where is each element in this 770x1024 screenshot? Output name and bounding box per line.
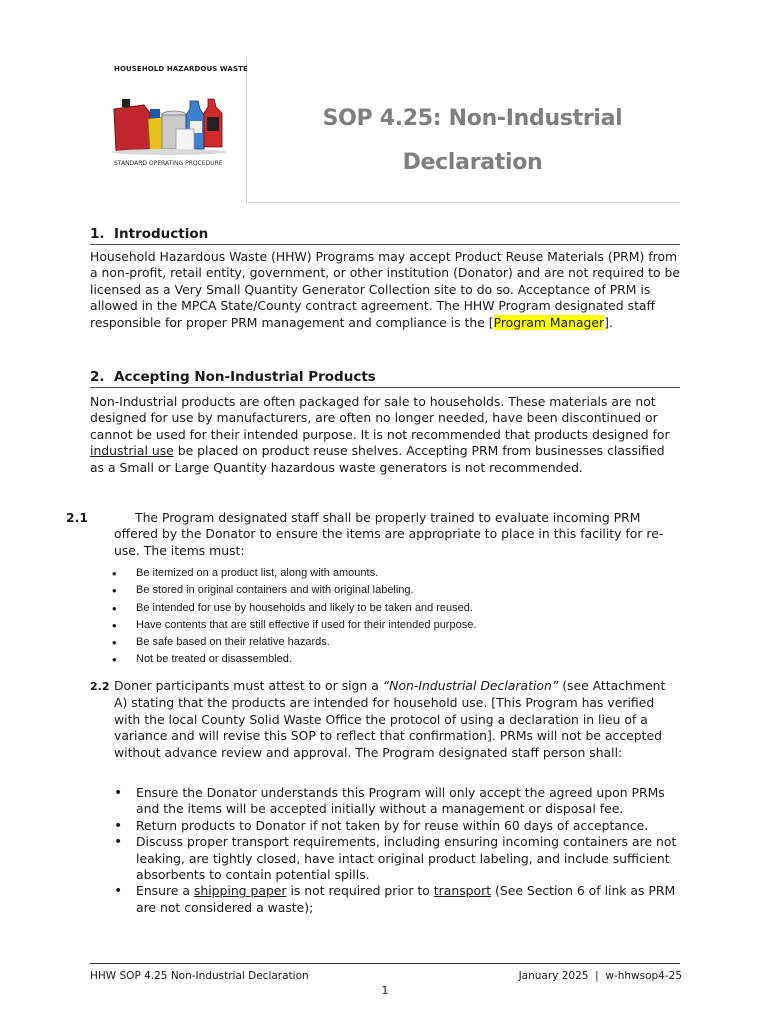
shipping-paper-link[interactable]: shipping paper <box>193 883 287 899</box>
footer-divider <box>90 963 680 964</box>
subsection-2-2-text-end: (see Attachment A) stating that the products are intended for household use. [This Program has verified with the local County Solid Waste Office the protocol of using a declaration in lieu of a variance and will revise this SOP to reflect that confirmation]. PRMs will not be accepted without advance review and approval. The Program designated staff person shall: <box>114 678 666 760</box>
footer-date-id: January 2025 | w-hhwsop4-25 <box>518 970 682 982</box>
section-1-heading <box>90 226 680 245</box>
declaration-title-italic: “Non-Industrial Declaration” <box>382 678 559 693</box>
list-item: • Discuss proper transport requirements, including ensuring incoming containers are not leaking, are tightly closed, have intact original product labeling, and include sufficient absorbents to contain potential spills. <box>112 834 682 883</box>
section-1-title: Introduction <box>114 226 209 242</box>
title-line-2: Declaration <box>402 150 543 175</box>
item-requirements-list <box>112 565 672 669</box>
section-2-heading <box>90 369 680 388</box>
list-item: • Ensure the Donator understands this Program will only accept the agreed upon PRMs and the items will be accepted initially without a management or disposal fee. <box>112 785 682 818</box>
list-item: • Return products to Donator if not taken by for reuse within 60 days of acceptance. <box>112 818 682 834</box>
list-item: • Be safe based on their relative hazards. <box>112 634 672 651</box>
header-logo-block <box>90 57 247 203</box>
list-item: • Have contents that are still effective if used for their intended purpose. <box>112 617 672 634</box>
staff-duties-list <box>112 785 682 916</box>
bullet-text: Ensure a <box>136 883 194 899</box>
page-title <box>300 97 645 185</box>
footer-document-title: HHW SOP 4.25 Non-Industrial Declaration <box>90 970 309 982</box>
section-2-text: Non-Industrial products are often packaged for sale to households. These materials are not designed for use by manufacturers, are often no longer needed, have been discontinued or cannot be used for their intended purpose. It is not recommended that products designed for <box>90 394 670 442</box>
logo-caption-top: HOUSEHOLD HAZARDOUS WASTE <box>114 65 248 73</box>
industrial-use-underline: industrial use <box>90 443 174 459</box>
section-1-number: 1. <box>90 226 105 242</box>
bullet-text: (See Section 6 of link as PRM are not considered a waste); <box>136 883 676 915</box>
transport-link[interactable]: transport <box>433 883 492 899</box>
subsection-2-1-text: The Program designated staff shall be properly trained to evaluate incoming PRM offered by the Donator to ensure the items are appropriate to place in this facility for re-use. The items must: <box>114 510 664 558</box>
section-2-text-end: be placed on product reuse shelves. Accepting PRM from businesses classified as a Small or Large Quantity hazardous waste generators is not recommended. <box>90 443 665 475</box>
subsection-2-1 <box>66 510 682 559</box>
subsection-2-2-label: 2.2 <box>90 680 110 693</box>
list-item <box>112 883 682 916</box>
list-item: • Be intended for use by households and likely to be taken and reused. <box>112 600 672 617</box>
logo-caption-bottom: STANDARD OPERATING PROCEDURE <box>114 160 223 167</box>
header-divider <box>246 202 680 203</box>
page-number: 1 <box>381 985 389 997</box>
section-2-title: Accepting Non-Industrial Products <box>114 369 376 385</box>
section-1-text-end: ]. <box>604 314 613 330</box>
subsection-2-2 <box>90 678 682 761</box>
section-2-paragraph <box>90 394 682 476</box>
hazardous-products-illustration <box>104 79 234 155</box>
list-item: • Not be treated or disassembled. <box>112 651 672 668</box>
subsection-2-2-text: Doner participants must attest to or sign a <box>114 678 383 693</box>
list-item: • Be stored in original containers and with original labeling. <box>112 582 672 599</box>
section-2-number: 2. <box>90 369 105 385</box>
program-manager-highlight: Program Manager <box>493 314 605 330</box>
bullet-text: is not required prior to <box>286 883 434 899</box>
subsection-2-1-label: 2.1 <box>66 510 88 525</box>
section-1-paragraph <box>90 249 682 331</box>
section-1-text: Household Hazardous Waste (HHW) Programs may accept Product Reuse Materials (PRM) from a non-profit, retail entity, government, or other institution (Donator) and are not required to be licensed as a Very Small Quantity Generator Collection site to do so. Acceptance of PRM is allowed in the MPCA State/County contract agreement. The HHW Program designated staff responsible for proper PRM management and compliance is the [ <box>90 249 680 330</box>
list-item: • Be itemized on a product list, along with amounts. <box>112 565 672 582</box>
title-line-1: SOP 4.25: Non-Industrial <box>322 106 623 131</box>
